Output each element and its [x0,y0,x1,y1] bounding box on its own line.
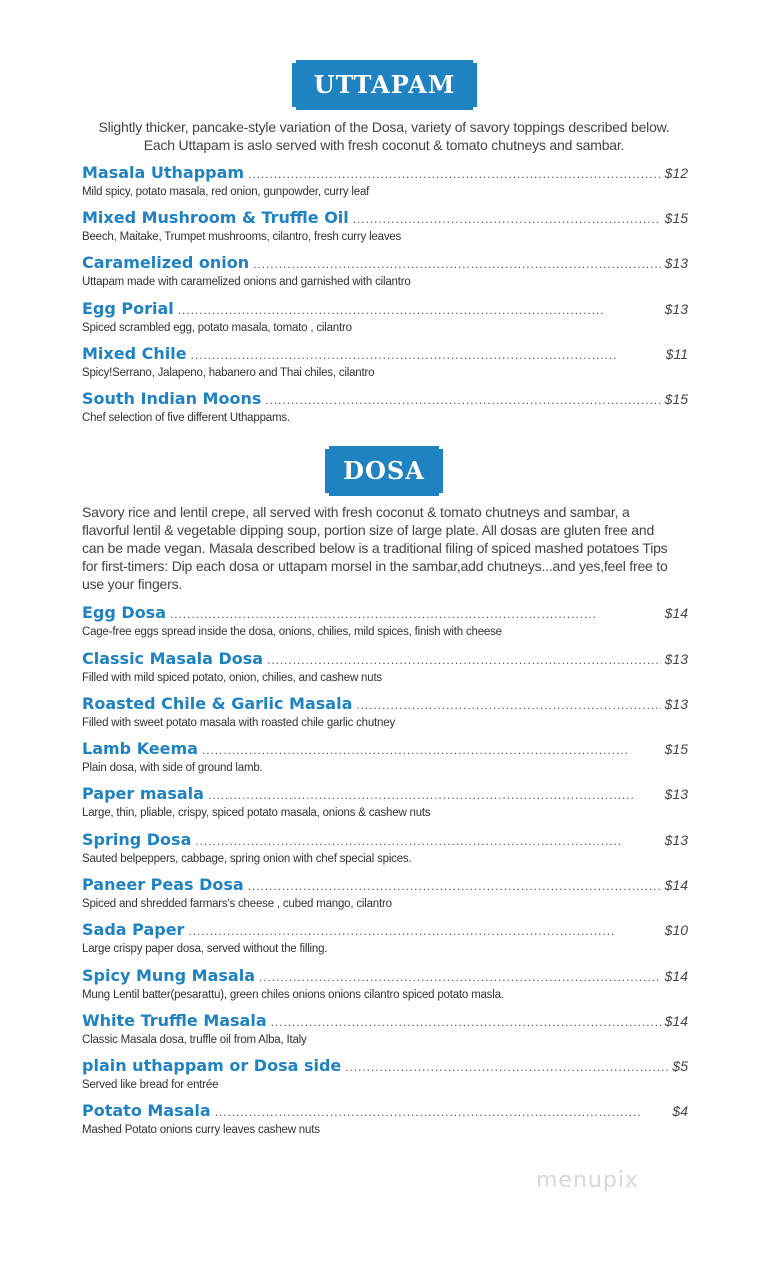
uttapam-title-banner [296,60,473,110]
item-price: $15 [664,741,688,757]
item-description: Served like bread for entrée [82,1079,219,1091]
item-price: $12 [664,165,688,181]
item-description: Spiced scrambled egg, potato masala, tomato , cilantro [82,322,352,334]
item-price: $13 [664,301,688,317]
uttapam-intro-line: Slightly thicker, pancake-style variation of the Dosa, variety of savory toppings described below. [98,119,670,135]
item-price: $10 [664,922,688,938]
menu-item [82,389,688,425]
dot-leader [271,1015,661,1029]
item-price: $13 [664,255,688,271]
item-description: Large, thin, pliable, crispy, spiced potato masala, onions & cashew nuts [82,807,431,819]
item-name: Mixed Mushroom & Truffle Oil [82,208,349,227]
menu-item [82,1101,688,1137]
item-price: $5 [672,1058,688,1074]
item-price: $13 [664,651,688,667]
item-name: Egg Dosa [82,603,166,622]
dot-leader [170,607,661,621]
menu-item [82,253,688,289]
item-name: Mixed Chile [82,344,187,363]
item-price: $11 [665,346,688,362]
item-description: Beech, Maitake, Trumpet mushrooms, cilantro, fresh curry leaves [82,231,402,243]
item-name: Spring Dosa [82,830,192,849]
item-price: $14 [664,968,688,984]
dosa-intro-line: can be made vegan. Masala described below is a traditional filing of spiced mashed potatoes Tips [82,540,668,556]
item-name: plain uthappam or Dosa side [82,1056,342,1075]
item-price: $15 [664,210,688,226]
menu-item [82,966,688,1002]
item-description: Spicy!Serrano, Jalapeno, habanero and Thai chiles, cilantro [82,367,375,379]
uttapam-intro-line: Each Uttapam is aslo served with fresh coconut & tomato chutneys and sambar. [143,137,625,153]
item-price: $4 [672,1103,688,1119]
item-price: $13 [664,786,688,802]
item-price: $15 [664,391,688,407]
menu-item [82,739,688,775]
menu-item [82,1056,688,1092]
item-name: South Indian Moons [82,389,262,408]
item-description: Cage-free eggs spread inside the dosa, onions, chilies, mild spices, finish with cheese [82,626,502,638]
dot-leader [345,1060,668,1074]
menu-item [82,875,688,911]
uttapam-title: UTTAPAM [313,70,456,99]
dosa-intro [82,503,686,593]
menu-item [82,603,688,639]
item-name: Roasted Chile & Garlic Masala [82,694,353,713]
dot-leader [356,698,660,712]
item-description: Filled with sweet potato masala with roasted chile garlic chutney [82,717,395,729]
menu-item [82,694,688,730]
item-name: Paneer Peas Dosa [82,875,244,894]
item-price: $14 [664,1013,688,1029]
dot-leader [178,303,661,317]
item-description: Plain dosa, with side of ground lamb. [82,762,263,774]
menu-item [82,784,688,820]
menu-item [82,649,688,685]
dot-leader [208,788,661,802]
dot-leader [353,212,661,226]
dot-leader [248,879,661,893]
item-name: Sada Paper [82,920,185,939]
item-description: Spiced and shredded farmars's cheese , cubed mango, cilantro [82,898,392,910]
item-name: Egg Porial [82,299,174,318]
dosa-intro-line: flavorful lentil & vegetable dipping soup, portion size of large plate. All dosas are gluten free and [82,522,655,538]
dot-leader [253,257,660,271]
dot-leader [195,834,660,848]
item-name: Classic Masala Dosa [82,649,264,668]
item-price: $14 [664,605,688,621]
dot-leader [215,1105,669,1119]
item-description: Filled with mild spiced potato, onion, chilies, and cashew nuts [82,672,382,684]
dosa-intro-line: for first-timers: Dip each dosa or uttapam morsel in the sambar,add chutneys...and yes,feel free to [82,558,668,574]
dot-leader [202,743,661,757]
menu-item [82,830,688,866]
dosa-title: DOSA [343,456,425,485]
menu-item [82,344,688,380]
item-name: Lamb Keema [82,739,198,758]
item-price: $13 [664,832,688,848]
dot-leader [188,924,660,938]
menu-item [82,163,688,199]
item-name: Potato Masala [82,1101,211,1120]
menu-item [82,299,688,335]
item-description: Mild spicy, potato masala, red onion, gunpowder, curry leaf [82,186,370,198]
menu-item [82,920,688,956]
item-description: Mashed Potato onions curry leaves cashew nuts [82,1124,320,1136]
menu-item [82,1011,688,1047]
item-name: White Truffle Masala [82,1011,267,1030]
dosa-intro-line: use your fingers. [82,576,183,592]
menupix-watermark: menupix [536,1168,639,1193]
item-price: $14 [664,877,688,893]
item-name: Spicy Mung Masala [82,966,255,985]
uttapam-intro [82,118,686,154]
dot-leader [267,653,661,667]
item-description: Sauted belpeppers, cabbage, spring onion with chef special spices. [82,853,412,865]
menu-item [82,208,688,244]
item-name: Caramelized onion [82,253,250,272]
dot-leader [259,970,661,984]
item-name: Masala Uthappam [82,163,245,182]
dot-leader [248,167,661,181]
item-description: Mung Lentil batter(pesarattu), green chiles onions onions cilantro spiced potato masla. [82,989,504,1001]
item-name: Paper masala [82,784,204,803]
dot-leader [191,348,662,362]
item-description: Classic Masala dosa, truffle oil from Alba, Italy [82,1034,307,1046]
dosa-title-banner [329,446,439,496]
item-description: Large crispy paper dosa, served without the filling. [82,943,328,955]
dot-leader [265,393,660,407]
item-description: Chef selection of five different Uthappams. [82,412,290,424]
dosa-intro-line: Savory rice and lentil crepe, all served with fresh coconut & tomato chutneys and sambar, a [82,504,630,520]
item-price: $13 [664,696,688,712]
item-description: Uttapam made with caramelized onions and garnished with cilantro [82,276,411,288]
